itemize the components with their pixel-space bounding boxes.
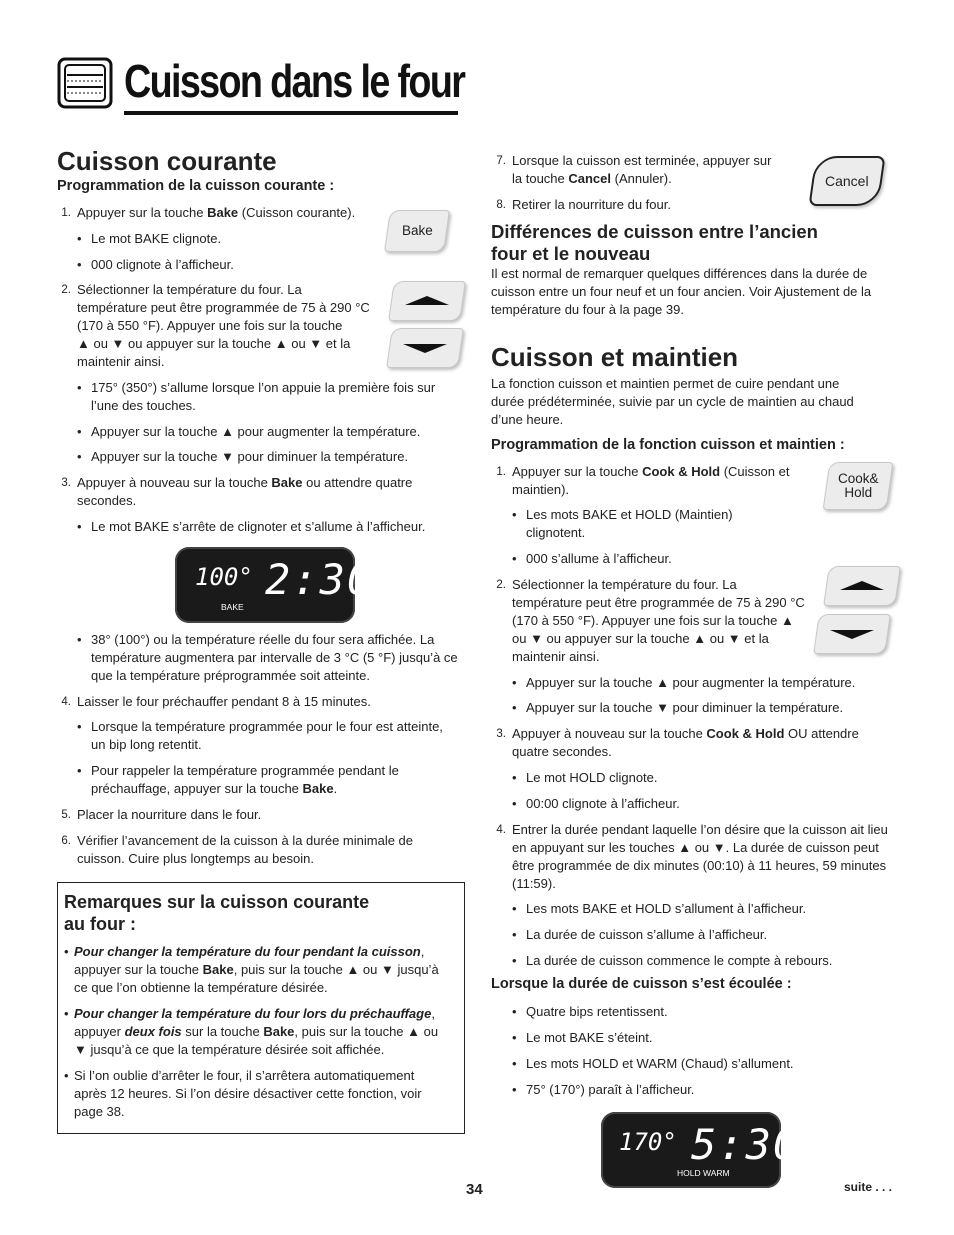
display-time: 5:30 bbox=[691, 1120, 801, 1169]
list-item: • 00:00 clignote à l’afficheur. bbox=[512, 796, 680, 811]
bake-button[interactable]: Bake bbox=[384, 210, 450, 252]
section-heading: Cuisson et maintien bbox=[491, 342, 739, 372]
list-item: 8. Retirer la nourriture du four. bbox=[496, 197, 671, 212]
list-item: 7. Lorsque la cuisson est terminée, appuyer sur la touche Cancel (Annuler). bbox=[496, 153, 772, 186]
notes-title: Remarques sur la cuisson courante au four : bbox=[64, 892, 370, 934]
title-underline bbox=[124, 111, 458, 115]
up-arrow-button[interactable] bbox=[823, 566, 901, 606]
down-arrow-button[interactable] bbox=[813, 614, 891, 654]
section-subheading: Programmation de la fonction cuisson et maintien : bbox=[491, 437, 845, 453]
list-item: • Le mot BAKE s’éteint. bbox=[512, 1030, 653, 1045]
list-item: • Lorsque la température programmée pour le four est atteinte, un bip long retentit. bbox=[77, 719, 443, 752]
list-item: • Appuyer sur la touche ▼ pour diminuer la température. bbox=[512, 700, 844, 715]
oven-display bbox=[175, 547, 375, 623]
list-item: • Les mots BAKE et HOLD (Maintien) clignotent. bbox=[512, 507, 733, 540]
display-temperature: 100° bbox=[195, 563, 253, 591]
display-label-bake: BAKE bbox=[221, 602, 244, 612]
page-number: 34 bbox=[466, 1181, 483, 1198]
list-item: 1. Appuyer sur la touche Cook & Hold (Cuisson et maintien). bbox=[496, 464, 790, 497]
list-item: • Le mot BAKE clignote. bbox=[77, 231, 222, 246]
paragraph: La fonction cuisson et maintien permet de cuire pendant une durée prédéterminée, suivie par un cycle de maintien au chaud d’une heure. bbox=[491, 376, 854, 427]
section-subheading: Programmation de la cuisson courante : bbox=[57, 178, 335, 194]
oven-display bbox=[601, 1112, 801, 1188]
list-item: • 75° (170°) paraît à l’afficheur. bbox=[512, 1082, 695, 1097]
list-item: • Quatre bips retentissent. bbox=[512, 1004, 668, 1019]
display-label-hold: HOLD bbox=[677, 1168, 701, 1178]
section-subheading: Lorsque la durée de cuisson s’est écoulée : bbox=[491, 976, 792, 992]
list-item: • 175° (350°) s’allume lorsque l’on appuie la première fois sur l’une des touches. bbox=[77, 380, 436, 413]
display-time: 2:30 bbox=[265, 555, 375, 604]
list-item: • Les mots BAKE et HOLD s’allument à l’afficheur. bbox=[512, 901, 807, 916]
list-item: • 000 clignote à l’afficheur. bbox=[77, 257, 234, 272]
page-title: Cuisson dans le four bbox=[124, 55, 465, 107]
section-heading: Cuisson courante bbox=[57, 146, 277, 176]
continued-label: suite . . . bbox=[844, 1180, 893, 1194]
note-item: • Si l’on oublie d’arrêter le four, il s’arrêtera automatiquement après 12 heures. Si l’on désire désactiver cette fonction, voir page 38. bbox=[64, 1068, 422, 1119]
section-heading: Différences de cuisson entre l’ancien four et le nouveau bbox=[491, 221, 818, 264]
list-item: • Appuyer sur la touche ▼ pour diminuer la température. bbox=[77, 449, 409, 464]
cancel-button[interactable]: Cancel bbox=[808, 156, 885, 206]
list-item: • Appuyer sur la touche ▲ pour augmenter la température. bbox=[512, 675, 856, 690]
note-item: • Pour changer la température du four lors du préchauffage, appuyer deux fois sur la touche Bake, puis sur la touche ▲ ou ▼ jusqu’à ce que la température désirée soit affichée. bbox=[64, 1006, 439, 1057]
up-arrow-button[interactable] bbox=[388, 281, 466, 321]
paragraph: Il est normal de remarquer quelques différences dans la durée de cuisson entre un four neuf et un four ancien. Voir Ajustement de la température du four à la page 39. bbox=[491, 266, 872, 317]
list-item: 3. Appuyer à nouveau sur la touche Cook & Hold OU attendre quatre secondes. bbox=[496, 726, 859, 759]
list-item: • Appuyer sur la touche ▲ pour augmenter la température. bbox=[77, 424, 421, 439]
list-item: 2. Sélectionner la température du four. La température peut être programmée de 75 à 290 °C (170 à 550 °F). Appuyer une fois sur la touche ▲ ou ▼ ou appuyer sur la touche ▲ ou ▼ et la maintenir ainsi. bbox=[61, 282, 370, 369]
cook-hold-button[interactable]: Cook& Hold bbox=[823, 462, 894, 510]
list-item: 5. Placer la nourriture dans le four. bbox=[61, 807, 262, 822]
list-item: 2. Sélectionner la température du four. La température peut être programmée de 75 à 290 °C (170 à 550 °F). Appuyer une fois sur la touche ▲ ou ▼ ou appuyer sur la touche ▲ ou ▼ et la maintenir ainsi. bbox=[496, 577, 805, 664]
note-item: • Pour changer la température du four pendant la cuisson, appuyer sur la touche Bake, puis sur la touche ▲ ou ▼ jusqu’à ce que l’on obtienne la température désirée. bbox=[64, 944, 439, 995]
list-item: 4. Laisser le four préchauffer pendant 8 à 15 minutes. bbox=[61, 694, 371, 709]
oven-icon bbox=[57, 57, 113, 109]
list-item: • Le mot BAKE s’arrête de clignoter et s’allume à l’afficheur. bbox=[77, 519, 426, 534]
display-temperature: 170° bbox=[619, 1128, 677, 1156]
list-item: 1. Appuyer sur la touche Bake (Cuisson courante). bbox=[61, 205, 356, 220]
list-item: • 38° (100°) ou la température réelle du four sera affichée. La température augmentera par intervalle de 3 °C (5 °F) jusqu’à ce que la température préprogrammée soit atteinte. bbox=[77, 632, 458, 683]
list-item: • La durée de cuisson s’allume à l’afficheur. bbox=[512, 927, 768, 942]
list-item: • Pour rappeler la température programmée pendant le préchauffage, appuyer sur la touche Bake. bbox=[77, 763, 399, 796]
list-item: • 000 s’allume à l’afficheur. bbox=[512, 551, 672, 566]
list-item: 4. Entrer la durée pendant laquelle l’on désire que la cuisson ait lieu en appuyant sur les touches ▲ ou ▼. La durée de cuisson peut être programmée de dix minutes (00:10) à 11 heures, 59 minutes (11:59). bbox=[496, 822, 888, 891]
display-label-warm: WARM bbox=[703, 1168, 730, 1178]
notes-box bbox=[57, 882, 465, 1134]
list-item: • Les mots HOLD et WARM (Chaud) s’allument. bbox=[512, 1056, 794, 1071]
list-item: • La durée de cuisson commence le compte à rebours. bbox=[512, 953, 833, 968]
list-item: • Le mot HOLD clignote. bbox=[512, 770, 658, 785]
list-item: 6. Vérifier l’avancement de la cuisson à la durée minimale de cuisson. Cuire plus longtemps au besoin. bbox=[61, 833, 414, 866]
list-item: 3. Appuyer à nouveau sur la touche Bake ou attendre quatre secondes. bbox=[61, 475, 413, 508]
down-arrow-button[interactable] bbox=[386, 328, 464, 368]
